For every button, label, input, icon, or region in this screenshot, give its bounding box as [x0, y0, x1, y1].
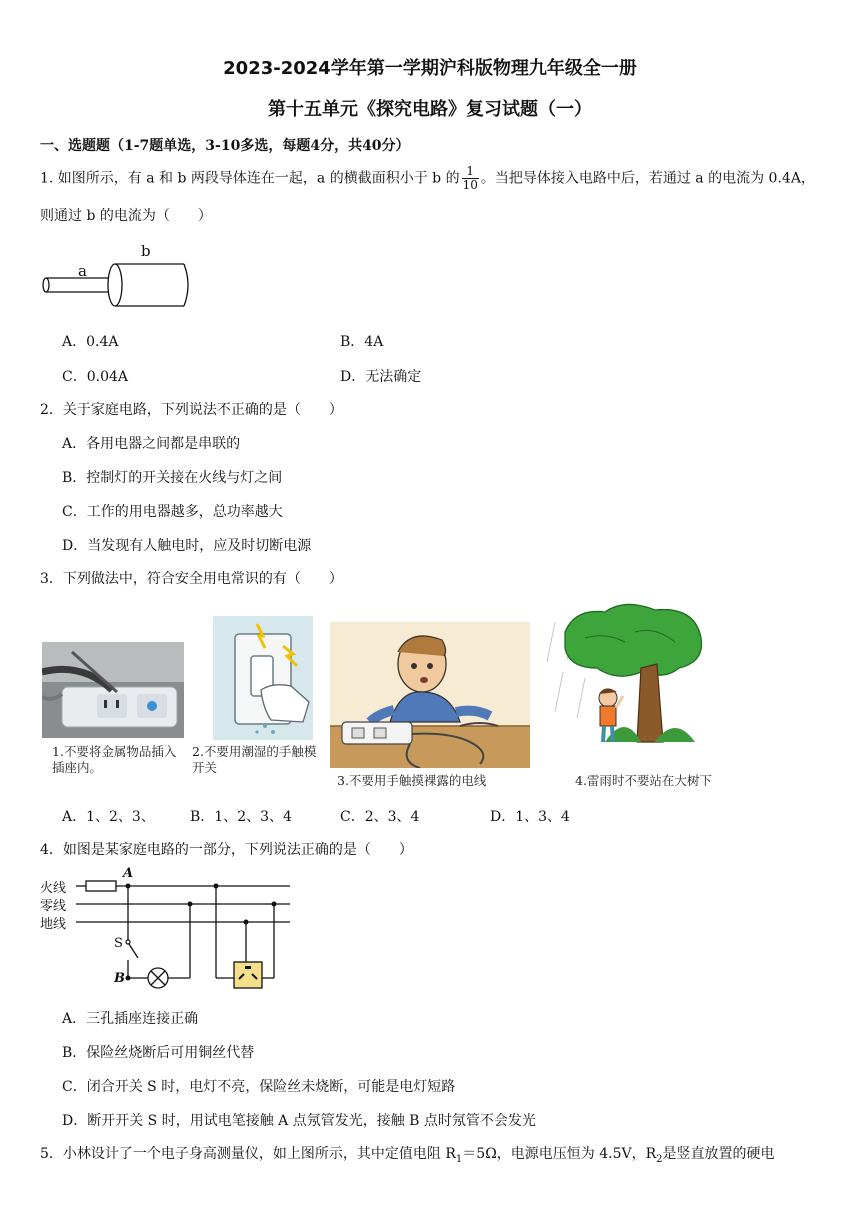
q2-option-a[interactable]: A．各用电器之间都是串联的 — [62, 436, 241, 452]
q4-option-a[interactable]: A．三孔插座连接正确 — [62, 1011, 199, 1027]
question-1-line-1 — [40, 165, 815, 192]
caption-2: 2.不要用潮湿的手触模开关 — [192, 744, 317, 775]
q2-option-d[interactable]: D．当发现有人触电时，应及时切断电源 — [62, 538, 312, 554]
wet-hand-switch-illustration — [213, 616, 313, 740]
q2-option-b[interactable]: B．控制灯的开关接在火线与灯之间 — [62, 470, 283, 486]
q1-option-a[interactable]: A．0.4A — [62, 334, 119, 350]
section-heading: 一、选题题（1-7题单选，3-10多选，每题4分，共40分） — [40, 138, 410, 154]
q3-option-d[interactable]: D．1、3、4 — [490, 809, 570, 825]
conductor-label-b: b — [141, 242, 151, 260]
household-circuit-diagram — [38, 866, 298, 996]
question-3-text: 3．下列做法中，符合安全用电常识的有（ ） — [40, 571, 343, 587]
bare-wire-illustration — [330, 622, 530, 768]
q3-option-b[interactable]: B．1、2、3、4 — [190, 809, 292, 825]
question-1-text-a: 1. 如图所示，有 a 和 b 两段导体连在一起，a 的横截面积小于 b 的 — [40, 170, 460, 187]
question-1-line-2: 则通过 b 的电流为（ ） — [40, 208, 212, 224]
document-title: 2023-2024学年第一学期沪科版物理九年级全一册 — [223, 58, 637, 79]
caption-4: 4.雷雨时不要站在大树下 — [575, 773, 712, 788]
socket-photo-illustration — [42, 642, 184, 738]
q3-option-a[interactable]: A．1、2、3、 — [62, 809, 155, 825]
q1-option-d[interactable]: D．无法确定 — [340, 369, 422, 385]
neutral-wire-label: 零线 — [40, 899, 67, 914]
question-2-text: 2．关于家庭电路，下列说法不正确的是（ ） — [40, 402, 343, 418]
conductor-figure — [38, 238, 198, 313]
q4-option-d[interactable]: D．断开开关 S 时，用试电笔接触 A 点氖管发光，接触 B 点时氖管不会发光 — [62, 1113, 536, 1129]
ground-wire-label: 地线 — [40, 917, 67, 932]
caption-1: 1.不要将金属物品插入插座内。 — [52, 744, 177, 775]
q4-option-c[interactable]: C．闭合开关 S 时，电灯不亮，保险丝未烧断，可能是电灯短路 — [62, 1079, 456, 1095]
q4-option-b[interactable]: B．保险丝烧断后可用铜丝代替 — [62, 1045, 255, 1061]
q1-option-b[interactable]: B．4A — [340, 334, 384, 350]
point-a-label: A — [123, 866, 134, 881]
conductor-label-a: a — [78, 262, 87, 280]
fraction-one-tenth: $\frac{1}{10}$ — [462, 164, 478, 192]
question-1-text-b: 。当把导体接入电路中后，若通过 a 的电流为 0.4A， — [480, 170, 815, 187]
tree-lightning-illustration — [545, 602, 705, 748]
point-b-label: B — [114, 971, 125, 986]
q2-option-c[interactable]: C．工作的用电器越多，总功率越大 — [62, 504, 283, 520]
caption-3: 3.不要用手触摸裸露的电线 — [337, 773, 487, 788]
question-4-text: 4．如图是某家庭电路的一部分，下列说法正确的是（ ） — [40, 842, 413, 858]
switch-label: S — [114, 936, 123, 951]
q1-option-c[interactable]: C．0.04A — [62, 369, 128, 385]
document-subtitle: 第十五单元《探究电路》复习试题（一） — [268, 99, 592, 120]
question-5-text: 5．小林设计了一个电子身高测量仪，如上图所示，其中定值电阻 $R_1=5\Omega$，电源电压恒为 4.5V，$R_2$是竖直放置的硬电 — [40, 1146, 775, 1165]
q3-option-c[interactable]: C．2、3、4 — [340, 809, 420, 825]
live-wire-label: 火线 — [40, 881, 67, 896]
